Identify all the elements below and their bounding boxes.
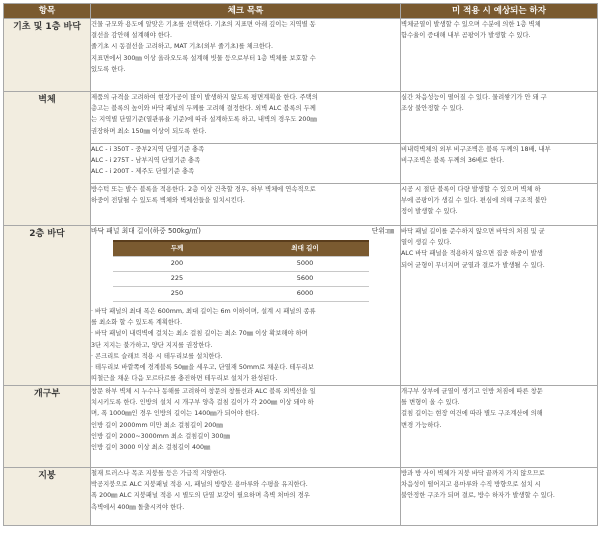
checklist-cell [91, 386, 401, 468]
check-line: · 바닥 패널이 내력벽에 걸치는 최소 걸침 길이는 최소 70㎜ 이상 확보해야 하며 [91, 330, 308, 338]
floor-panel-col-thickness: 두께 [113, 241, 241, 257]
defect-line: 되어 균형이 무너지며 균열과 결로가 발생될 수 있다. [401, 261, 545, 269]
checklist-cell [91, 226, 401, 386]
table-row [4, 468, 598, 526]
category-cell: 개구부 [4, 386, 91, 468]
floor-panel-table-caption [91, 226, 400, 237]
defect-line: 실간 차음성능이 떨어질 수 있다. 물려쌓기가 안 돼 구 [401, 94, 547, 101]
check-line: 인방 길이 3000 이상 최소 걸침길이 400㎜ [91, 444, 211, 452]
defect-cell [401, 386, 598, 468]
checklist-table [3, 3, 598, 526]
checklist-cell [91, 184, 401, 226]
checklist-cell [91, 19, 401, 92]
floor-panel-row [113, 257, 369, 272]
floor-panel-table-unit: 단위:㎜ [371, 227, 394, 235]
defect-line: 변경 가능하다. [401, 421, 442, 429]
category-cell: 지붕 [4, 468, 91, 526]
floor-panel-cell: 200 [113, 257, 241, 272]
floor-panel-table-header [113, 241, 369, 257]
check-line: 제품의 규격을 고려하여 현장가공이 많이 발생하지 않도록 평면계획을 한다. 주택의 [91, 94, 318, 101]
defect-cell [401, 144, 598, 184]
table-row [4, 226, 598, 386]
defect-line: 개구부 상부에 균열이 생기고 인방 처짐에 따른 창문 [401, 388, 543, 395]
floor-panel-cell: 5600 [241, 272, 369, 287]
check-line: 건물 규모와 용도에 알맞은 기초를 선택한다. 기초의 지표면 아래 깊이는 지역별 동 [91, 21, 316, 28]
check-line: 결선을 감안해 설계해야 한다. [91, 32, 172, 40]
defect-line: 열이 생길 수 있다. [401, 239, 452, 247]
check-line: 지표면에서 300㎜ 이상 올라오도록 설계해 빗물 등으로부터 1층 벽체를 보호할 수 [91, 54, 316, 62]
check-line: ALC - i 200T - 제주도 단열기준 충족 [91, 168, 195, 176]
defect-cell [401, 19, 598, 92]
defect-line: 조상 불안정할 수 있다. [401, 105, 464, 113]
floor-panel-cell: 225 [113, 272, 241, 287]
defect-line: 시공 시 절단 블록이 다량 발생할 수 있으며 벽체 하 [401, 186, 541, 193]
floor-panel-table [113, 240, 369, 302]
check-line: 창문 하부 벽체 시 누수나 동해를 고려하여 창문의 창틀선과 ALC 블록 외벽선을 일 [91, 388, 316, 395]
check-line: · 바닥 패널의 최대 폭은 600mm, 최대 길이는 6m 이하이며, 설계 시 패널의 종류 [91, 308, 316, 315]
check-line: 며, 폭 1000㎜인 경우 인방의 길이는 1400㎜가 되어야 한다. [91, 410, 260, 418]
check-line: 3단 지지는 불가하고, 양단 지지를 권장한다. [91, 341, 213, 349]
checklist-cell [91, 144, 401, 184]
check-line: 있도록 한다. [91, 65, 126, 73]
table-row [4, 386, 598, 468]
header-item: 항목 [4, 4, 91, 19]
defect-line: ALC 바닥 패널을 적용하지 않으면 집중 하중이 발생 [401, 250, 543, 258]
floor-panel-col-maxlength: 최대 길이 [241, 241, 369, 257]
defect-cell [401, 226, 598, 386]
table-row [4, 19, 598, 92]
defect-line: 불안정한 구조가 되며 결로, 방수 하자가 발생할 수 있다. [401, 492, 555, 500]
check-line: 방수턱 또는 발수 블록을 적용한다. 2층 이상 건축할 경우, 하부 벽체에 연속적으로 [91, 186, 316, 193]
defect-line: 정이 발생할 수 있다. [401, 208, 458, 216]
check-line: 인방 길이 2000mm 미만 최소 걸침길이 200㎜ [91, 421, 223, 429]
floor-panel-row [113, 272, 369, 287]
category-cell: 2층 바닥 [4, 226, 91, 386]
check-line: 폭 200㎜ ALC 지붕패널 적용 시 별도의 단열 보강이 필요하며 측벽 처마의 경우 [91, 492, 310, 500]
header-checklist: 체크 목록 [91, 4, 401, 19]
check-line: 줄기초 시 동결선을 고려하고, MAT 기초(외부 줄기초)를 체크한다. [91, 43, 274, 51]
check-line: ALC - i 275T - 남부지역 단열기준 충족 [91, 157, 201, 165]
check-line: 철재 트러스나 목조 지붕틀 등은 가급적 지양한다. [91, 470, 227, 477]
defect-line: 비내력벽체의 외부 비구조벽은 블록 두께의 18배, 내부 [401, 146, 551, 153]
check-line: 치시키도록 한다. 인방의 설치 시 개구부 양측 걸침 길이가 각 200㎜ 이상 돼야 하 [91, 399, 314, 407]
defect-line: 비구조벽은 블록 두께의 36배로 한다. [401, 157, 505, 165]
check-line: 는 지역별 단열기준(열관류율 기준)에 따라 설계하도록 하고, 내벽의 경우도 200㎜ [91, 116, 317, 124]
defect-line: 함수율이 증대해 내부 곰팡이가 발생할 수 있다. [401, 32, 531, 40]
floor-panel-cell: 6000 [241, 287, 369, 302]
table-row [4, 184, 598, 226]
check-line: 권장하며 최소 150㎜ 이상이 되도록 한다. [91, 127, 207, 135]
defect-line: 방과 방 사이 벽체가 지붕 바닥 끝까지 가지 않으므로 [401, 470, 545, 477]
floor-panel-cell: 5000 [241, 257, 369, 272]
header-row [4, 4, 598, 19]
defect-line: 걸침 길이는 현장 여건에 따라 별도 구조계산에 의해 [401, 410, 543, 418]
checklist-cell [91, 92, 401, 144]
defect-line: 바닥 패널 길이를 준수하지 않으면 바닥의 처짐 및 균 [401, 228, 545, 235]
table-row [4, 144, 598, 184]
check-line: 박공지붕으로 ALC 지붕패널 적용 시, 패널의 방향은 용마루와 수평을 유지한다. [91, 481, 308, 489]
check-line: 층고는 블록의 높이와 바닥 패널의 두께를 고려해 결정한다. 외벽 ALC 블록의 두께 [91, 105, 316, 113]
check-line: 측벽에서 400㎜ 돌출시켜야 한다. [91, 503, 185, 511]
defect-cell [401, 468, 598, 526]
check-line: 를 최소화 할 수 있도록 계획한다. [91, 319, 183, 327]
defect-cell [401, 92, 598, 144]
check-line: ALC - i 350T - 중부2지역 단열기준 충족 [91, 146, 205, 153]
defect-line: 차음성이 떨어지고 용마루와 수직 방향으로 설치 시 [401, 481, 541, 489]
table-row [4, 92, 598, 144]
category-cell: 기초 및 1층 바닥 [4, 19, 91, 92]
defect-line: 부에 곰팡이가 생길 수 있다. 편심에 의해 구조적 불안 [401, 197, 547, 205]
floor-panel-row [113, 287, 369, 302]
check-line: · 콘크리트 슬래브 적용 시 테두리보를 설치한다. [91, 352, 223, 360]
floor-panel-cell: 250 [113, 287, 241, 302]
defect-cell [401, 184, 598, 226]
check-line: 인방 길이 2000~3000mm 최소 걸침길이 300㎜ [91, 432, 230, 440]
checklist-cell [91, 468, 401, 526]
defect-line: 벽체균열이 발생할 수 있으며 수분에 의한 1층 벽체 [401, 21, 541, 28]
header-defects: 미 적용 시 예상되는 하자 [401, 4, 598, 19]
check-line: · 테두리보 바깥쪽에 경계블록 50㎜을 세우고, 단열재 50mm로 채운다. 테두리보 [91, 364, 314, 372]
defect-line: 틀 변형이 올 수 있다. [401, 399, 460, 407]
check-line: 하중이 전달될 수 있도록 벽체와 벽체선들을 일치시킨다. [91, 197, 245, 205]
floor-panel-table-title: 바닥 패널 최대 길이(하중 500kg/㎡) [91, 227, 201, 235]
check-line: 띠철근을 채운 다음 모르타르를 충진하면 테두리보 설치가 완성된다. [91, 375, 278, 383]
category-cell: 벽체 [4, 92, 91, 226]
